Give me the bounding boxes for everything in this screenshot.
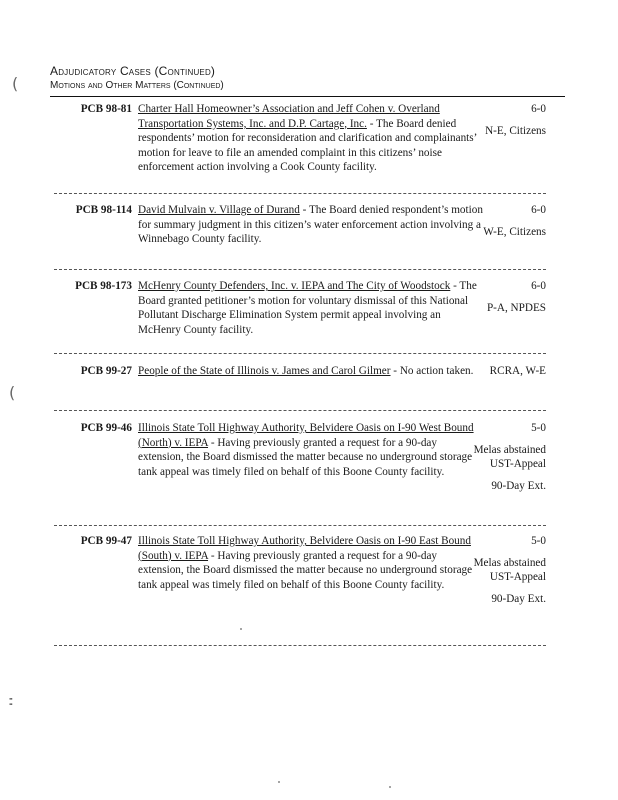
vote-count: 6-0: [531, 103, 546, 115]
scan-speck: [240, 628, 242, 630]
case-vote: [468, 102, 546, 138]
vote-count: 5-0: [531, 535, 546, 547]
case-separator: [54, 525, 546, 526]
case-summary: - No action taken.: [390, 365, 474, 377]
case-vote: [468, 421, 546, 493]
case-description: [138, 279, 483, 337]
vote-count: 6-0: [531, 280, 546, 292]
scan-mark: (: [9, 383, 16, 402]
header-rule: [50, 96, 565, 97]
case-title: Illinois State Toll Highway Authority, Belvidere Oasis on I-90 East Bound (South) v. IEPA: [138, 535, 471, 562]
case-title: McHenry County Defenders, Inc. v. IEPA and The City of Woodstock: [138, 280, 451, 292]
vote-note: Melas abstained: [473, 443, 546, 456]
case-type: UST-Appeal: [489, 458, 546, 471]
case-type: P-A, NPDES: [486, 301, 546, 314]
case-summary: - The Board denied respondent’s motion for summary judgment in this citizen’s water enforcement action involving a Winnebago County facility.: [138, 204, 483, 246]
case-summary: - The Board denied respondents’ motion for reconsideration and clarification and complainants’ motion for leave to file an amended complaint in this citizens’ noise enforcement action involving a Cook County facility.: [138, 117, 477, 174]
case-vote: [468, 279, 546, 315]
case-number: PCB 98-81: [80, 103, 132, 115]
case-title: Charter Hall Homeowner’s Association and Jeff Cohen v. Overland Transportation Systems, Inc. and D.P. Cartage, Inc.: [138, 103, 440, 130]
vote-note: Melas abstained: [473, 556, 546, 569]
scan-mark: (: [12, 74, 19, 93]
case-description: [138, 102, 483, 175]
case-separator: [54, 410, 546, 411]
case-separator: [54, 353, 546, 354]
case-type: N-E, Citizens: [485, 124, 546, 137]
scan-mark: ::: [8, 694, 11, 709]
case-vote: [468, 364, 546, 379]
extension-note: 90-Day Ext.: [491, 479, 546, 492]
section-title: Adjudicatory Cases (Continued): [50, 64, 216, 78]
case-separator: [54, 193, 546, 194]
case-title: People of the State of Illinois v. James and Carol Gilmer: [138, 365, 391, 377]
case-number: PCB 98-114: [75, 204, 132, 216]
case-number: PCB 99-47: [80, 535, 132, 547]
case-vote: [468, 534, 546, 606]
case-type: W-E, Citizens: [483, 225, 546, 238]
extension-note: 90-Day Ext.: [491, 592, 546, 605]
case-number: PCB 99-46: [80, 422, 132, 434]
vote-count: 6-0: [531, 204, 546, 216]
scan-speck: [278, 781, 280, 783]
case-description: [138, 203, 483, 247]
case-type: RCRA, W-E: [489, 365, 546, 377]
case-description: [138, 534, 483, 592]
case-separator: [54, 645, 546, 646]
case-title: Illinois State Toll Highway Authority, Belvidere Oasis on I-90 West Bound (North) v. IEPA: [138, 422, 474, 449]
case-type: UST-Appeal: [489, 571, 546, 584]
case-summary: - The Board granted petitioner’s motion for voluntary dismissal of this National Pollutant Discharge Elimination System permit appeal involving an McHenry County facility.: [138, 280, 477, 336]
scan-speck: [389, 786, 391, 788]
case-number: PCB 99-27: [80, 365, 132, 377]
vote-count: 5-0: [531, 422, 546, 434]
case-description: [138, 364, 483, 379]
case-separator: [54, 269, 546, 270]
case-summary: - Having previously granted a request for a 90-day extension, the Board dismissed the matter because no underground storage tank appeal was timely filed on behalf of this Boone County facility.: [138, 436, 473, 478]
case-number: PCB 98-173: [75, 280, 132, 292]
case-title: David Mulvain v. Village of Durand: [138, 204, 300, 216]
case-vote: [468, 203, 546, 239]
case-summary: - Having previously granted a request for a 90-day extension, the Board dismissed the matter because no underground storage tank appeal was timely filed on behalf of this Boone County facility.: [138, 549, 473, 591]
section-header: [50, 64, 565, 92]
case-description: [138, 421, 483, 479]
section-subtitle: Motions and Other Matters (Continued): [50, 80, 224, 91]
